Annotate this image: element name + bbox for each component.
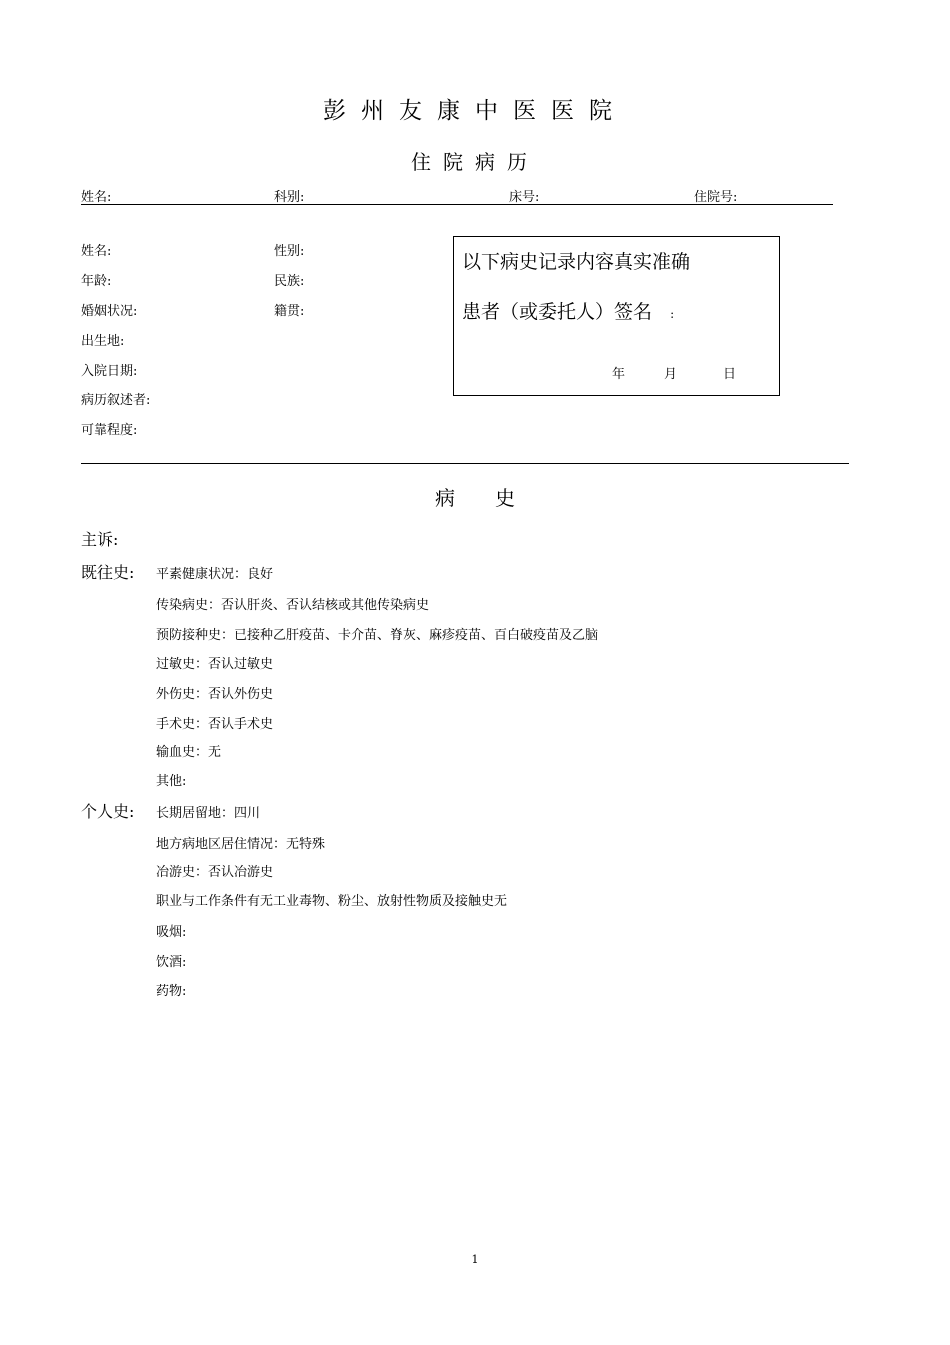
personal-history-item: 饮酒: (156, 955, 187, 970)
signature-box (453, 236, 780, 396)
record-title: 住院病历 (411, 150, 539, 174)
signature-month: 月 (664, 367, 678, 382)
section-divider (81, 463, 849, 464)
info-ethnicity-label: 民族: (274, 274, 305, 289)
signature-day: 日 (723, 367, 737, 382)
hospital-name: 彭州友康中医医院 (323, 98, 627, 124)
header-name-label: 姓名: (81, 190, 112, 205)
info-native-place-label: 籍贯: (274, 304, 305, 319)
info-admission-date-label: 入院日期: (81, 364, 138, 379)
personal-history-item: 药物: (156, 984, 187, 999)
personal-history-item: 吸烟: (156, 925, 187, 940)
header-divider (81, 204, 833, 205)
signature-year: 年 (612, 367, 626, 382)
past-history-item: 预防接种史：已接种乙肝疫苗、卡介苗、脊灰、麻疹疫苗、百白破疫苗及乙脑 (156, 628, 599, 643)
past-history-item: 输血史：无 (156, 745, 222, 760)
signature-colon: : (670, 307, 675, 321)
info-marital-label: 婚姻状况: (81, 304, 138, 319)
chief-complaint-label: 主诉: (81, 530, 119, 549)
personal-history-item: 地方病地区居住情况：无特殊 (156, 837, 326, 852)
past-history-item: 其他: (156, 774, 187, 789)
signature-signer-line (462, 297, 674, 324)
info-age-label: 年龄: (81, 274, 112, 289)
header-admission-no-label: 住院号: (694, 190, 738, 205)
past-history-label: 既往史: (81, 563, 135, 582)
info-sex-label: 性别: (274, 244, 305, 259)
header-bed-label: 床号: (509, 190, 540, 205)
past-history-item: 外伤史：否认外伤史 (156, 687, 274, 702)
personal-history-label: 个人史: (81, 802, 135, 821)
personal-history-item: 职业与工作条件有无工业毒物、粉尘、放射性物质及接触史无 (156, 894, 508, 909)
info-name-label: 姓名: (81, 244, 112, 259)
header-department-label: 科别: (274, 190, 305, 205)
signature-statement: 以下病史记录内容真实准确 (462, 251, 691, 273)
past-history-item: 平素健康状况：良好 (156, 567, 274, 582)
past-history-item: 传染病史：否认肝炎、否认结核或其他传染病史 (156, 598, 430, 613)
signature-signer-label: 患者（或委托人）签名 (462, 301, 653, 323)
past-history-item: 手术史：否认手术史 (156, 717, 274, 732)
info-birthplace-label: 出生地: (81, 334, 125, 349)
personal-history-item: 冶游史：否认冶游史 (156, 865, 274, 880)
info-reliability-label: 可靠程度: (81, 423, 138, 438)
section-title: 病 史 (435, 486, 515, 510)
info-narrator-label: 病历叙述者: (81, 393, 151, 408)
page-number: 1 (471, 1253, 479, 1266)
past-history-item: 过敏史：否认过敏史 (156, 657, 274, 672)
personal-history-item: 长期居留地：四川 (156, 806, 261, 821)
